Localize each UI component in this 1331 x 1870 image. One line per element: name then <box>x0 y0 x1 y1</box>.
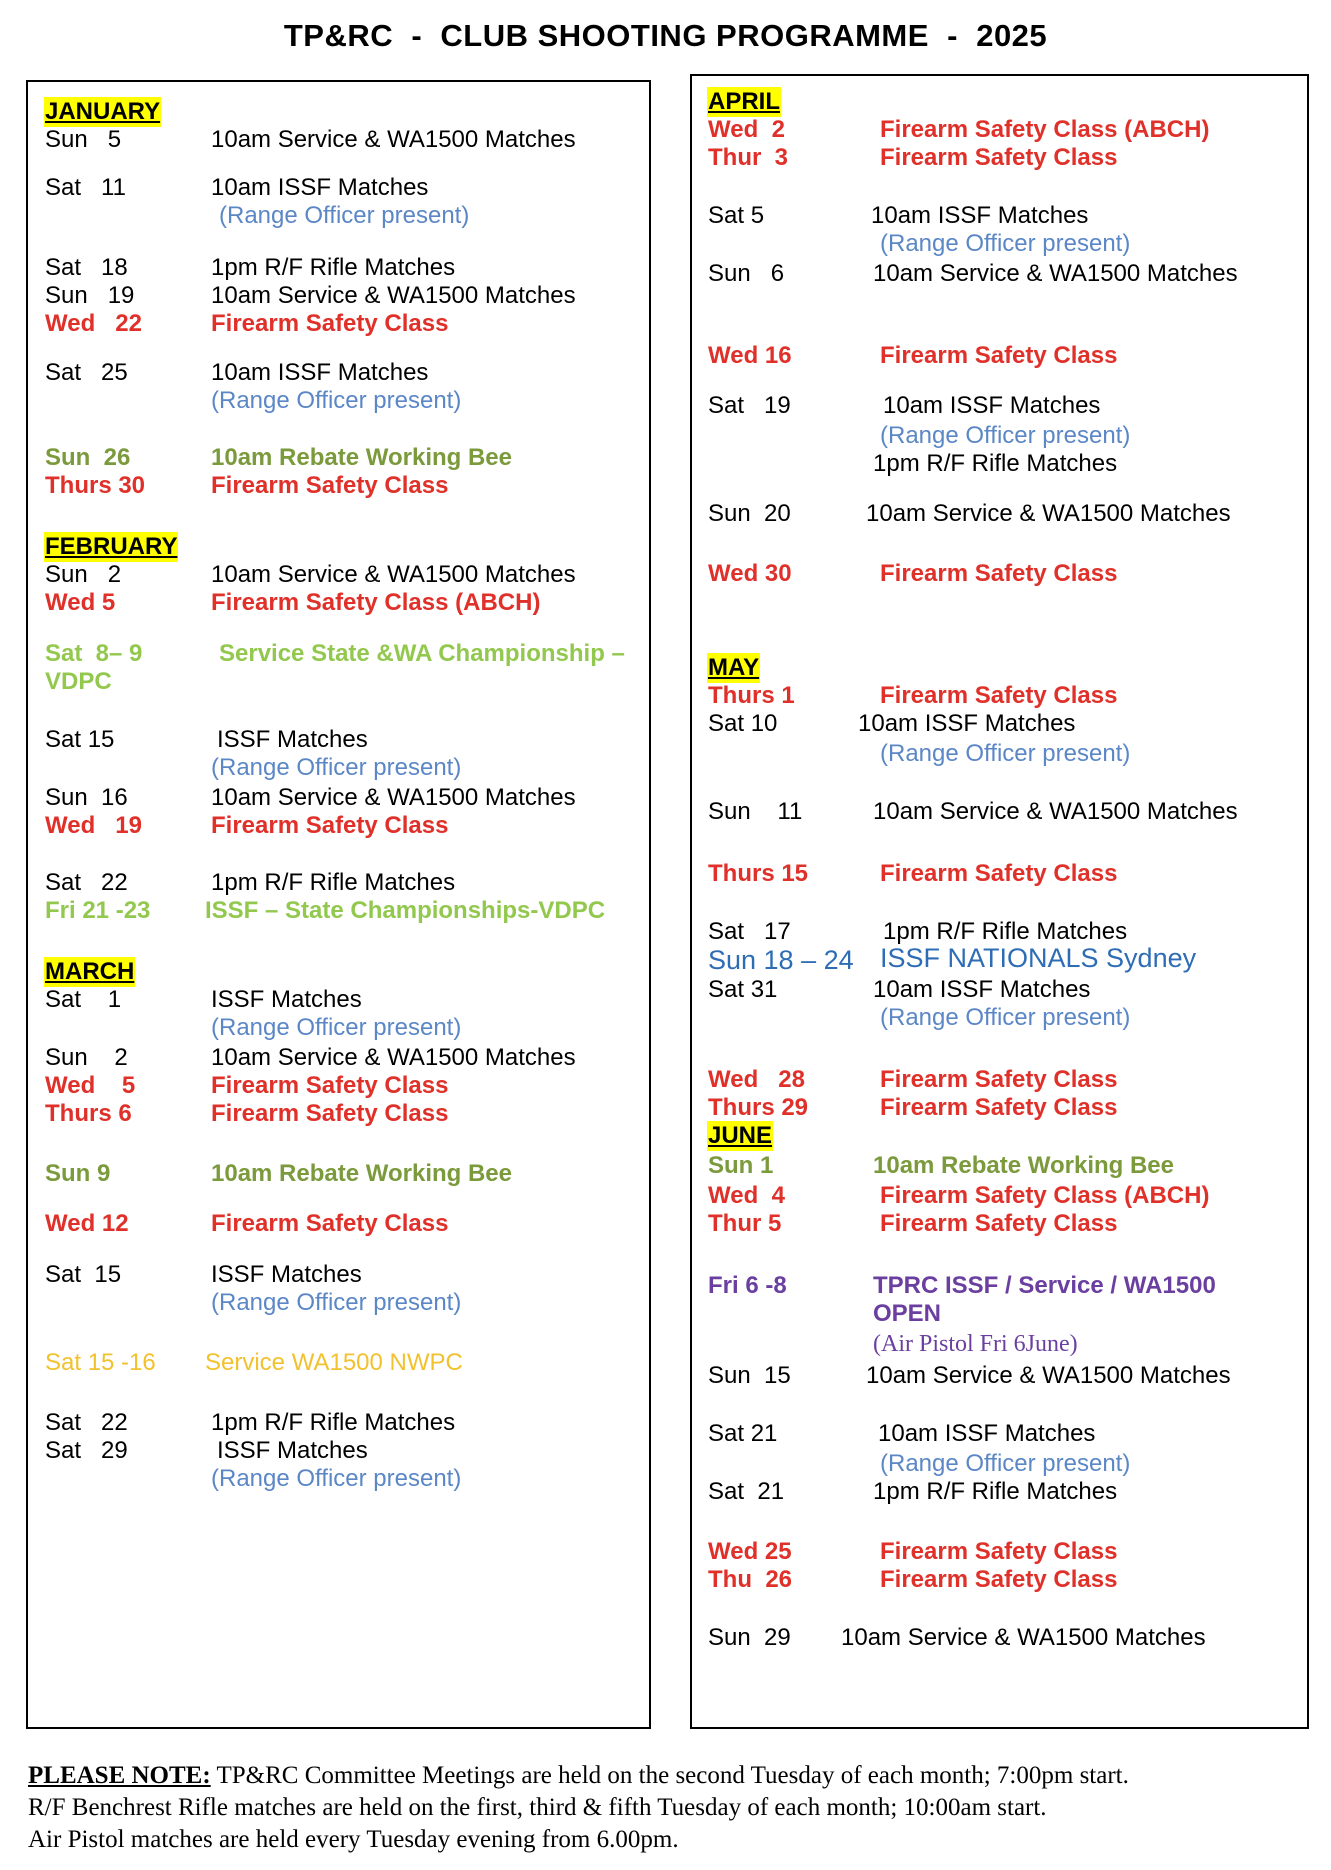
event-row <box>28 1348 649 1378</box>
event-row <box>28 1159 649 1189</box>
event-description: Firearm Safety Class (ABCH) <box>211 589 541 616</box>
event-description: 10am ISSF Matches <box>211 174 429 201</box>
event-description: (Range Officer present) <box>880 740 1131 767</box>
event-date: Sun 6 <box>708 260 785 287</box>
event-date: Sun 2 <box>45 561 122 588</box>
event-date: Thurs 1 <box>708 682 795 709</box>
event-row <box>28 358 649 388</box>
event-row <box>692 421 1307 451</box>
event-description: (Range Officer present) <box>211 1465 462 1492</box>
event-row <box>692 1623 1307 1653</box>
event-date: Sat 31 <box>708 976 778 1003</box>
programme-column-jan-mar <box>26 80 651 1729</box>
event-row <box>28 1464 649 1494</box>
event-row <box>692 1565 1307 1595</box>
event-description: (Range Officer present) <box>211 754 462 781</box>
month-heading-may <box>692 653 1307 683</box>
event-date: Wed 16 <box>708 342 792 369</box>
event-date: Sat 11 <box>45 174 126 201</box>
month-heading: JANUARY <box>45 98 161 125</box>
event-description: (Range Officer present) <box>211 387 462 414</box>
event-description: Firearm Safety Class <box>211 472 449 499</box>
month-heading: APRIL <box>708 88 780 115</box>
event-date: Wed 4 <box>708 1182 785 1209</box>
event-date: Wed 19 <box>45 812 142 839</box>
event-description: (Range Officer present) <box>880 1450 1131 1477</box>
event-date: Sun 2 <box>45 1044 128 1071</box>
event-row <box>692 1271 1307 1301</box>
event-date: Sat 25 <box>45 359 128 386</box>
event-row <box>692 1419 1307 1449</box>
event-description: 10am Service & WA1500 Matches <box>211 561 576 588</box>
event-row <box>692 1299 1307 1329</box>
month-heading: MARCH <box>45 958 135 985</box>
event-description: ISSF Matches <box>211 1261 362 1288</box>
event-description: 1pm R/F Rifle Matches <box>883 918 1128 945</box>
event-row <box>692 859 1307 889</box>
event-row <box>692 739 1307 769</box>
event-date: Sun 11 <box>708 798 803 825</box>
event-row <box>28 471 649 501</box>
event-row <box>28 1260 649 1290</box>
event-description: 1pm R/F Rifle Matches <box>211 254 456 281</box>
event-date: Thur 3 <box>708 144 789 171</box>
month-heading-june <box>692 1121 1307 1151</box>
event-description: Firearm Safety Class (ABCH) <box>880 116 1210 143</box>
event-description: Firearm Safety Class <box>880 682 1118 709</box>
event-date: Wed 5 <box>45 1072 136 1099</box>
event-row <box>28 1436 649 1466</box>
event-date: Fri 21 -23 <box>45 897 151 924</box>
event-row <box>692 681 1307 711</box>
event-description: 10am Service & WA1500 Matches <box>841 1624 1206 1651</box>
event-date: Sun 29 <box>708 1624 791 1651</box>
event-row <box>28 125 649 155</box>
note-line-1 <box>28 1760 1318 1792</box>
event-date: Sat 19 <box>708 392 791 419</box>
event-row <box>28 1099 649 1129</box>
event-description: (Range Officer present) <box>880 422 1131 449</box>
event-row <box>692 559 1307 589</box>
event-date: Sat 15 <box>45 726 115 753</box>
event-row <box>692 1477 1307 1507</box>
event-date: Sun 26 <box>45 444 131 471</box>
event-date: Thu 26 <box>708 1566 793 1593</box>
event-row <box>692 975 1307 1005</box>
event-description: 10am Service & WA1500 Matches <box>211 1044 576 1071</box>
event-description: 1pm R/F Rifle Matches <box>211 1409 456 1436</box>
event-description: OPEN <box>873 1300 942 1327</box>
event-date: Wed 12 <box>45 1210 129 1237</box>
event-description: (Range Officer present) <box>880 230 1131 257</box>
event-row <box>28 1408 649 1438</box>
event-description: Firearm Safety Class <box>211 812 449 839</box>
event-row <box>28 1043 649 1073</box>
event-description: 10am Rebate Working Bee <box>211 1160 512 1187</box>
event-row <box>692 115 1307 145</box>
event-date: Sat 22 <box>45 1409 128 1436</box>
event-description: 10am Service & WA1500 Matches <box>211 126 576 153</box>
event-description: 10am ISSF Matches <box>858 710 1076 737</box>
event-row <box>28 560 649 590</box>
event-description: VDPC <box>45 668 112 695</box>
event-description: Firearm Safety Class <box>211 1210 449 1237</box>
event-description: 10am Rebate Working Bee <box>211 444 512 471</box>
event-date: Sun 9 <box>45 1160 111 1187</box>
event-description: 10am ISSF Matches <box>211 359 429 386</box>
event-date: Sat 22 <box>45 869 128 896</box>
event-description: Firearm Safety Class (ABCH) <box>880 1182 1210 1209</box>
event-date: Thurs 6 <box>45 1100 132 1127</box>
event-description: 10am Service & WA1500 Matches <box>866 500 1231 527</box>
event-row <box>692 201 1307 231</box>
event-description: Firearm Safety Class <box>880 560 1118 587</box>
event-description: 1pm R/F Rifle Matches <box>211 869 456 896</box>
month-heading-march <box>28 957 649 987</box>
note-label: PLEASE NOTE: <box>28 1762 211 1789</box>
event-row <box>28 386 649 416</box>
note-line-3: Air Pistol matches are held every Tuesday evening from 6.00pm. <box>28 1826 679 1853</box>
event-date: Sun 1 <box>708 1152 774 1179</box>
event-date: Sat 21 <box>708 1478 785 1505</box>
event-date: Sat 18 <box>45 254 128 281</box>
event-description: Firearm Safety Class <box>880 1094 1118 1121</box>
event-row <box>692 1329 1307 1359</box>
event-date: Wed 25 <box>708 1538 792 1565</box>
event-date: Wed 28 <box>708 1066 805 1093</box>
event-description: 10am Service & WA1500 Matches <box>866 1362 1231 1389</box>
event-row <box>28 639 649 669</box>
event-description: 1pm R/F Rifle Matches <box>873 450 1118 477</box>
event-row <box>28 253 649 283</box>
event-row <box>28 309 649 339</box>
event-date: Sun 18 – 24 <box>708 945 854 975</box>
event-description: Firearm Safety Class <box>880 860 1118 887</box>
event-description: ISSF – State Championships-VDPC <box>205 897 606 924</box>
event-row <box>692 143 1307 173</box>
event-description: 10am ISSF Matches <box>878 1420 1096 1447</box>
event-row <box>28 173 649 203</box>
event-date: Sat 5 <box>708 202 765 229</box>
event-description: (Range Officer present) <box>211 1014 462 1041</box>
event-description: TPRC ISSF / Service / WA1500 <box>873 1272 1216 1299</box>
event-date: Sat 17 <box>708 918 791 945</box>
event-date: Sun 16 <box>45 784 128 811</box>
event-row <box>692 1209 1307 1239</box>
event-date: Thurs 29 <box>708 1094 809 1121</box>
event-description: Firearm Safety Class <box>880 1066 1118 1093</box>
event-row <box>692 1065 1307 1095</box>
event-description: ISSF NATIONALS Sydney <box>880 943 1197 973</box>
event-description: 10am Service & WA1500 Matches <box>211 784 576 811</box>
event-row <box>28 443 649 473</box>
event-description: 10am ISSF Matches <box>873 976 1091 1003</box>
month-heading: JUNE <box>708 1122 773 1149</box>
event-row <box>28 201 649 231</box>
event-row <box>28 1071 649 1101</box>
event-date: Thurs 30 <box>45 472 146 499</box>
event-description: 10am ISSF Matches <box>883 392 1101 419</box>
event-row <box>692 1361 1307 1391</box>
event-date: Sat 21 <box>708 1420 778 1447</box>
event-date: Sat 15 -16 <box>45 1349 156 1376</box>
event-description: (Range Officer present) <box>219 202 470 229</box>
event-description: Firearm Safety Class <box>211 1100 449 1127</box>
event-description: Firearm Safety Class <box>880 342 1118 369</box>
event-description: Firearm Safety Class <box>880 1566 1118 1593</box>
event-description: (Range Officer present) <box>211 1289 462 1316</box>
event-description: Firearm Safety Class <box>880 1538 1118 1565</box>
note-line-2: R/F Benchrest Rifle matches are held on the first, third & fifth Tuesday of each month; 10:00am start. <box>28 1794 1047 1821</box>
event-row <box>692 1449 1307 1479</box>
event-row <box>28 868 649 898</box>
event-row <box>692 1537 1307 1567</box>
event-description: 10am Rebate Working Bee <box>873 1152 1174 1179</box>
event-row <box>28 783 649 813</box>
month-heading: FEBRUARY <box>45 533 178 560</box>
event-description: 10am Service & WA1500 Matches <box>211 282 576 309</box>
event-date: Sun 5 <box>45 126 122 153</box>
event-date: Sat 1 <box>45 986 122 1013</box>
event-row <box>28 985 649 1015</box>
event-description: 10am ISSF Matches <box>871 202 1089 229</box>
event-row <box>692 449 1307 479</box>
event-row <box>692 945 1307 975</box>
event-row <box>28 811 649 841</box>
event-description: (Range Officer present) <box>880 1004 1131 1031</box>
event-row <box>692 1003 1307 1033</box>
month-heading-april <box>692 87 1307 117</box>
event-row <box>28 667 649 697</box>
month-heading-february <box>28 532 649 562</box>
event-row <box>692 499 1307 529</box>
event-date: Sun 15 <box>708 1362 791 1389</box>
event-description: ISSF Matches <box>217 1437 368 1464</box>
event-date: Thurs 15 <box>708 860 809 887</box>
event-description: 10am Service & WA1500 Matches <box>873 798 1238 825</box>
event-date: Sun 20 <box>708 500 791 527</box>
event-date: Wed 22 <box>45 310 142 337</box>
event-date: Sat 8– 9 <box>45 640 143 667</box>
event-date: Wed 30 <box>708 560 792 587</box>
event-description: 1pm R/F Rifle Matches <box>873 1478 1118 1505</box>
event-row <box>692 797 1307 827</box>
month-heading-january <box>28 97 649 127</box>
event-date: Sun 19 <box>45 282 135 309</box>
event-description: Service State &WA Championship – <box>219 640 625 667</box>
event-date: Wed 2 <box>708 116 785 143</box>
event-description: Firearm Safety Class <box>211 310 449 337</box>
event-row <box>28 1209 649 1239</box>
event-row <box>692 1093 1307 1123</box>
event-row <box>692 341 1307 371</box>
event-date: Sat 29 <box>45 1437 128 1464</box>
event-description: ISSF Matches <box>211 986 362 1013</box>
note-text-1: TP&RC Committee Meetings are held on the second Tuesday of each month; 7:00pm start. <box>210 1762 1129 1789</box>
event-row <box>692 1181 1307 1211</box>
event-description: Service WA1500 NWPC <box>205 1349 463 1376</box>
event-description: Firearm Safety Class <box>880 144 1118 171</box>
event-description: ISSF Matches <box>217 726 368 753</box>
event-date: Sat 15 <box>45 1261 122 1288</box>
event-row <box>28 281 649 311</box>
month-heading: MAY <box>708 654 760 681</box>
event-row <box>28 896 649 926</box>
event-row <box>692 1151 1307 1181</box>
event-date: Thur 5 <box>708 1210 782 1237</box>
event-row <box>28 588 649 618</box>
event-description: Firearm Safety Class <box>880 1210 1118 1237</box>
event-row <box>28 753 649 783</box>
event-row <box>28 1288 649 1318</box>
event-row <box>692 259 1307 289</box>
event-row <box>28 725 649 755</box>
event-row <box>692 229 1307 259</box>
event-date: Wed 5 <box>45 589 116 616</box>
event-description: 10am Service & WA1500 Matches <box>873 260 1238 287</box>
event-row <box>692 709 1307 739</box>
page-title: TP&RC - CLUB SHOOTING PROGRAMME - 2025 <box>283 18 1048 53</box>
event-date: Sat 10 <box>708 710 778 737</box>
event-row <box>28 1013 649 1043</box>
event-description: Firearm Safety Class <box>211 1072 449 1099</box>
programme-column-apr-jun <box>690 74 1309 1729</box>
event-description: (Air Pistol Fri 6June) <box>873 1331 1078 1357</box>
event-date: Fri 6 -8 <box>708 1272 787 1299</box>
event-row <box>692 391 1307 421</box>
